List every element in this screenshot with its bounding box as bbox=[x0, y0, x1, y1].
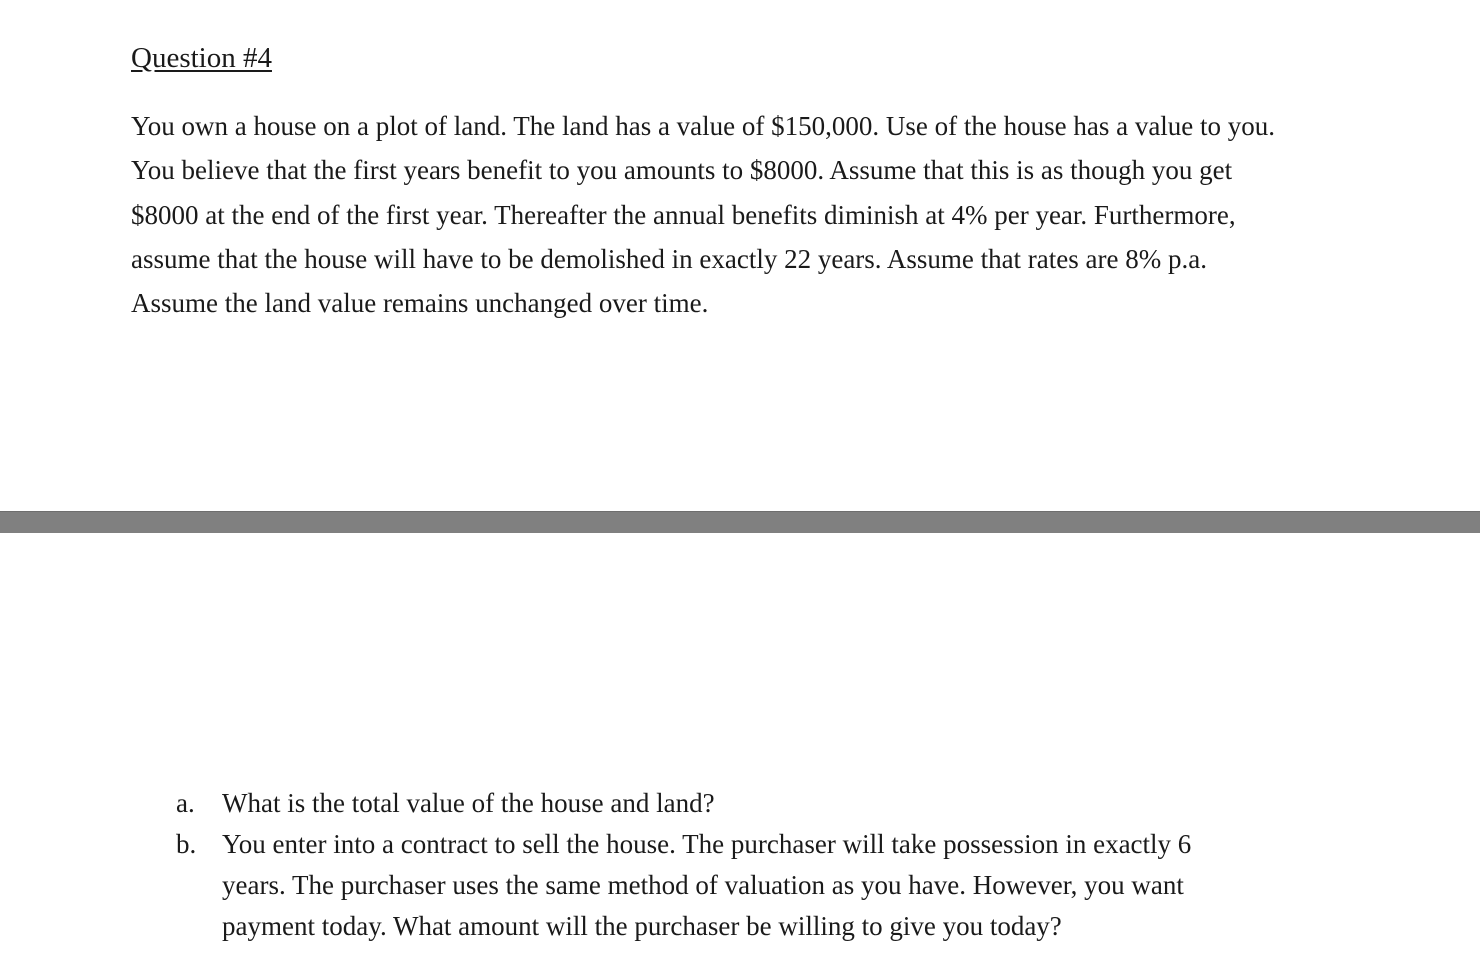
subquestion-b bbox=[0, 824, 1282, 947]
subquestion-line: You enter into a contract to sell the house. The purchaser will take possession in exactly 6 bbox=[222, 829, 1192, 859]
subquestion-a bbox=[0, 783, 1282, 824]
page-break-divider bbox=[0, 511, 1480, 533]
question-body bbox=[131, 104, 1351, 325]
page-bottom-section bbox=[0, 533, 1480, 976]
question-title: Question #4 bbox=[131, 42, 272, 74]
question-body-line: You believe that the first years benefit to you amounts to $8000. Assume that this is as though you get bbox=[131, 155, 1233, 186]
subquestion-text bbox=[222, 783, 1282, 824]
question-body-line: You own a house on a plot of land. The land has a value of $150,000. Use of the house has a value to you. bbox=[131, 111, 1276, 141]
subquestion-marker: a. bbox=[176, 788, 195, 818]
question-body-line: $8000 at the end of the first year. Thereafter the annual benefits diminish at 4% per year. Furthermore, bbox=[131, 199, 1236, 230]
subquestion-line: What is the total value of the house and land? bbox=[222, 788, 715, 818]
question-body-line: Assume the land value remains unchanged over time. bbox=[131, 288, 709, 319]
subquestion-line: payment today. What amount will the purchaser be willing to give you today? bbox=[222, 911, 1062, 941]
question-body-line: assume that the house will have to be demolished in exactly 22 years. Assume that rates are 8% p.a. bbox=[131, 243, 1207, 274]
subquestion-text bbox=[222, 824, 1282, 947]
subquestion-line: years. The purchaser uses the same method of valuation as you have. However, you want bbox=[222, 870, 1184, 900]
subquestion-marker: b. bbox=[176, 829, 197, 859]
subquestion-list bbox=[0, 783, 1282, 947]
